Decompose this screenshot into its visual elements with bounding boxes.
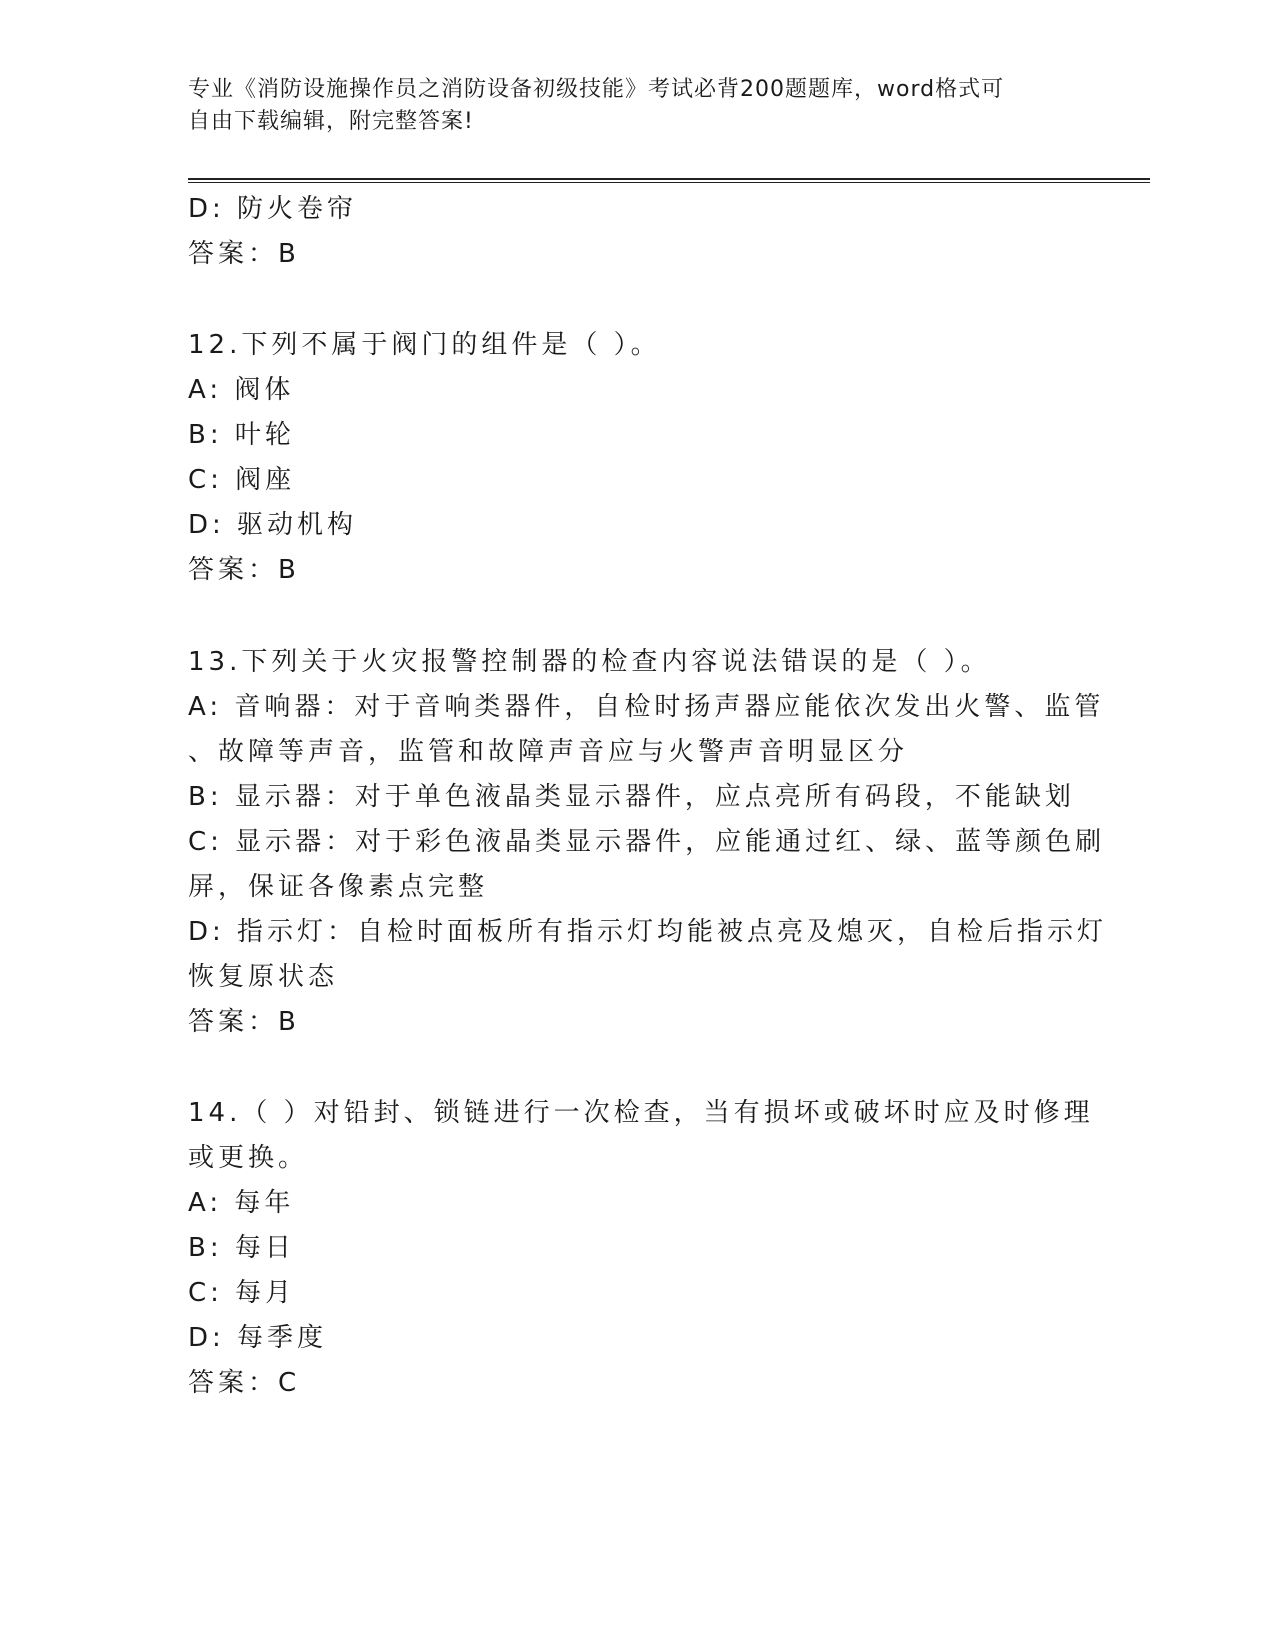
document-header xyxy=(188,74,1068,138)
header-title-line-2: 自由下载编辑，附完整答案! xyxy=(188,109,474,134)
q13-option-c-line-2: 屏，保证各像素点完整 xyxy=(188,872,489,902)
q13-option-d-line-1: D: 指示灯：自检时面板所有指示灯均能被点亮及熄灭，自检后指示灯 xyxy=(188,917,1108,947)
q12-option-a: A: 阀体 xyxy=(188,375,295,405)
prev-answer: 答案：B xyxy=(188,239,300,269)
prev-option-d: D: 防火卷帘 xyxy=(188,194,358,224)
q13-stem: 13.下列关于火灾报警控制器的检查内容说法错误的是（ ）。 xyxy=(188,647,991,677)
q12-stem: 12.下列不属于阀门的组件是（ ）。 xyxy=(188,330,661,360)
q13-option-b: B: 显示器：对于单色液晶类显示器件，应点亮所有码段，不能缺划 xyxy=(188,782,1075,812)
q12-option-d: D: 驱动机构 xyxy=(188,510,358,540)
q14-stem-line-2: 或更换。 xyxy=(188,1143,309,1173)
q12-answer: 答案：B xyxy=(188,555,300,585)
q14-option-d: D: 每季度 xyxy=(188,1323,328,1353)
header-divider xyxy=(188,178,1150,183)
q14-option-b: B: 每日 xyxy=(188,1233,295,1263)
q14-option-a: A: 每年 xyxy=(188,1188,295,1218)
q13-option-c-line-1: C: 显示器：对于彩色液晶类显示器件，应能通过红、绿、蓝等颜色刷 xyxy=(188,827,1106,857)
q12-option-c: C: 阀座 xyxy=(188,465,296,495)
q14-stem-line-1: 14.（ ）对铅封、锁链进行一次检查，当有损坏或破坏时应及时修理 xyxy=(188,1098,1094,1128)
q12-option-b: B: 叶轮 xyxy=(188,420,295,450)
q13-option-a-line-1: A: 音响器：对于音响类器件，自检时扬声器应能依次发出火警、监管 xyxy=(188,692,1105,722)
q13-answer: 答案：B xyxy=(188,1007,300,1037)
header-title-line-1: 专业《消防设施操作员之消防设备初级技能》考试必背200题题库，word格式可 xyxy=(188,77,1005,102)
q14-answer: 答案：C xyxy=(188,1368,301,1398)
q14-option-c: C: 每月 xyxy=(188,1278,296,1308)
q13-option-a-line-2: 、故障等声音，监管和故障声音应与火警声音明显区分 xyxy=(188,737,909,767)
q13-option-d-line-2: 恢复原状态 xyxy=(188,962,339,992)
